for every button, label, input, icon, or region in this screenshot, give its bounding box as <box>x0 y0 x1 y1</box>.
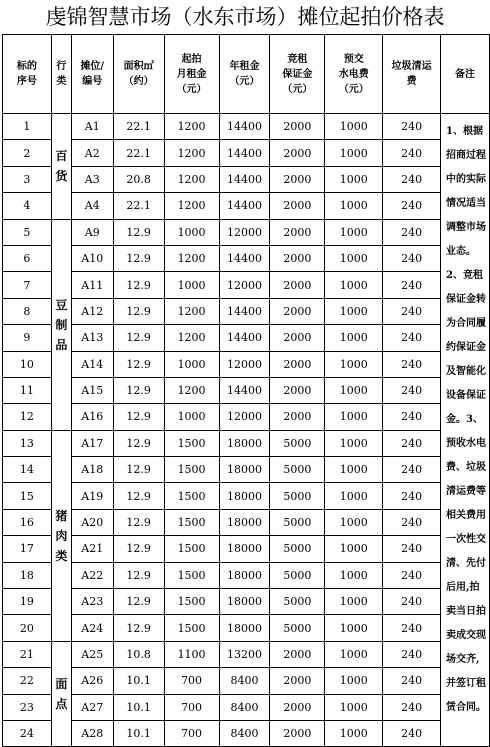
cell-area: 10.1 <box>113 720 164 746</box>
cell-area: 10.1 <box>113 668 164 694</box>
cell-prepaid: 1000 <box>325 615 383 641</box>
cell-category: 百 货 <box>51 114 71 220</box>
cell-no: 5 <box>3 219 52 245</box>
header-type: 行 类 <box>51 35 71 114</box>
cell-no: 11 <box>3 377 52 403</box>
cell-deposit: 5000 <box>270 483 325 509</box>
cell-year-rent: 14400 <box>219 325 270 351</box>
table-row <box>3 272 490 298</box>
cell-deposit: 5000 <box>270 430 325 456</box>
cell-no: 15 <box>3 483 52 509</box>
cell-year-rent: 14400 <box>219 377 270 403</box>
cell-no: 16 <box>3 509 52 535</box>
cell-year-rent: 8400 <box>219 694 270 720</box>
cell-prepaid: 1000 <box>325 430 383 456</box>
cell-category: 面 点 <box>51 641 71 747</box>
cell-prepaid: 1000 <box>325 298 383 324</box>
cell-year-rent: 14400 <box>219 140 270 166</box>
cell-stall: A1 <box>71 114 113 140</box>
cell-no: 7 <box>3 272 52 298</box>
table-body <box>3 114 490 747</box>
cell-stall: A23 <box>71 589 113 615</box>
cell-stall: A9 <box>71 219 113 245</box>
cell-garbage: 240 <box>383 430 441 456</box>
cell-start-rent: 1500 <box>164 615 219 641</box>
cell-deposit: 2000 <box>270 694 325 720</box>
cell-no: 2 <box>3 140 52 166</box>
table-row <box>3 219 490 245</box>
cell-area: 12.9 <box>113 298 164 324</box>
cell-garbage: 240 <box>383 509 441 535</box>
cell-year-rent: 18000 <box>219 536 270 562</box>
cell-garbage: 240 <box>383 457 441 483</box>
cell-start-rent: 1500 <box>164 536 219 562</box>
table-row <box>3 483 490 509</box>
table-row <box>3 404 490 430</box>
cell-prepaid: 1000 <box>325 483 383 509</box>
cell-year-rent: 8400 <box>219 668 270 694</box>
cell-area: 12.9 <box>113 245 164 271</box>
cell-no: 22 <box>3 668 52 694</box>
cell-deposit: 5000 <box>270 536 325 562</box>
cell-prepaid: 1000 <box>325 694 383 720</box>
cell-area: 12.9 <box>113 483 164 509</box>
cell-deposit: 2000 <box>270 193 325 219</box>
table-row <box>3 140 490 166</box>
cell-start-rent: 1200 <box>164 114 219 140</box>
table-row <box>3 668 490 694</box>
cell-stall: A26 <box>71 668 113 694</box>
header-prepaid: 预交 水电费 （元） <box>325 35 383 114</box>
table-row <box>3 589 490 615</box>
cell-no: 8 <box>3 298 52 324</box>
cell-prepaid: 1000 <box>325 193 383 219</box>
cell-deposit: 2000 <box>270 641 325 667</box>
cell-deposit: 2000 <box>270 668 325 694</box>
notes-cell: 1、根据招商过程中的实际情况适当调整市场业态。2、竞租保证金转为合同履约保证金及智能化设备保证金。3、预收水电费、垃圾清运费等相关费用一次性交清、先付后用,拍卖当日拍卖成交现场交齐,并签订租赁合同。 <box>441 114 490 747</box>
cell-stall: A25 <box>71 641 113 667</box>
cell-no: 23 <box>3 694 52 720</box>
cell-area: 12.9 <box>113 589 164 615</box>
cell-start-rent: 1200 <box>164 245 219 271</box>
cell-stall: A10 <box>71 245 113 271</box>
cell-start-rent: 1200 <box>164 193 219 219</box>
cell-garbage: 240 <box>383 483 441 509</box>
cell-year-rent: 12000 <box>219 404 270 430</box>
cell-stall: A18 <box>71 457 113 483</box>
cell-year-rent: 12000 <box>219 219 270 245</box>
cell-no: 20 <box>3 615 52 641</box>
cell-area: 20.8 <box>113 166 164 192</box>
cell-start-rent: 1200 <box>164 166 219 192</box>
cell-prepaid: 1000 <box>325 377 383 403</box>
cell-area: 12.9 <box>113 377 164 403</box>
cell-stall: A3 <box>71 166 113 192</box>
cell-no: 14 <box>3 457 52 483</box>
cell-stall: A4 <box>71 193 113 219</box>
cell-deposit: 5000 <box>270 509 325 535</box>
cell-prepaid: 1000 <box>325 668 383 694</box>
cell-year-rent: 14400 <box>219 298 270 324</box>
cell-start-rent: 1000 <box>164 272 219 298</box>
cell-year-rent: 12000 <box>219 351 270 377</box>
cell-start-rent: 700 <box>164 694 219 720</box>
cell-year-rent: 18000 <box>219 457 270 483</box>
cell-no: 17 <box>3 536 52 562</box>
table-row <box>3 245 490 271</box>
cell-no: 10 <box>3 351 52 377</box>
cell-area: 12.9 <box>113 325 164 351</box>
cell-prepaid: 1000 <box>325 219 383 245</box>
cell-year-rent: 13200 <box>219 641 270 667</box>
cell-start-rent: 1500 <box>164 589 219 615</box>
cell-year-rent: 18000 <box>219 615 270 641</box>
cell-year-rent: 18000 <box>219 430 270 456</box>
cell-no: 18 <box>3 562 52 588</box>
cell-deposit: 5000 <box>270 562 325 588</box>
cell-garbage: 240 <box>383 245 441 271</box>
cell-deposit: 2000 <box>270 404 325 430</box>
cell-prepaid: 1000 <box>325 641 383 667</box>
cell-garbage: 240 <box>383 694 441 720</box>
cell-start-rent: 1200 <box>164 298 219 324</box>
cell-area: 12.9 <box>113 562 164 588</box>
cell-area: 12.9 <box>113 457 164 483</box>
cell-area: 12.9 <box>113 404 164 430</box>
cell-garbage: 240 <box>383 641 441 667</box>
header-garbage: 垃圾清运 费 <box>383 35 441 114</box>
cell-prepaid: 1000 <box>325 404 383 430</box>
cell-deposit: 5000 <box>270 615 325 641</box>
header-area: 面积㎡ （约） <box>113 35 164 114</box>
cell-garbage: 240 <box>383 140 441 166</box>
header-notes: 备注 <box>441 35 490 114</box>
cell-prepaid: 1000 <box>325 536 383 562</box>
cell-start-rent: 1200 <box>164 325 219 351</box>
cell-deposit: 2000 <box>270 166 325 192</box>
cell-garbage: 240 <box>383 298 441 324</box>
cell-garbage: 240 <box>383 219 441 245</box>
cell-stall: A19 <box>71 483 113 509</box>
cell-stall: A20 <box>71 509 113 535</box>
header-stall: 摊位/ 编号 <box>71 35 113 114</box>
cell-garbage: 240 <box>383 114 441 140</box>
cell-garbage: 240 <box>383 562 441 588</box>
cell-year-rent: 18000 <box>219 562 270 588</box>
cell-garbage: 240 <box>383 404 441 430</box>
cell-year-rent: 14400 <box>219 166 270 192</box>
cell-no: 3 <box>3 166 52 192</box>
cell-deposit: 2000 <box>270 140 325 166</box>
cell-deposit: 2000 <box>270 377 325 403</box>
cell-start-rent: 1000 <box>164 219 219 245</box>
table-header-row <box>3 35 490 114</box>
cell-no: 9 <box>3 325 52 351</box>
price-table <box>2 34 490 747</box>
cell-area: 22.1 <box>113 140 164 166</box>
cell-area: 22.1 <box>113 193 164 219</box>
cell-area: 22.1 <box>113 114 164 140</box>
cell-stall: A24 <box>71 615 113 641</box>
table-row <box>3 430 490 456</box>
cell-prepaid: 1000 <box>325 325 383 351</box>
cell-year-rent: 18000 <box>219 509 270 535</box>
cell-stall: A17 <box>71 430 113 456</box>
cell-garbage: 240 <box>383 377 441 403</box>
cell-prepaid: 1000 <box>325 351 383 377</box>
cell-area: 12.9 <box>113 351 164 377</box>
cell-stall: A28 <box>71 720 113 746</box>
cell-no: 12 <box>3 404 52 430</box>
cell-area: 12.9 <box>113 430 164 456</box>
cell-garbage: 240 <box>383 351 441 377</box>
table-row <box>3 641 490 667</box>
table-row <box>3 114 490 140</box>
cell-garbage: 240 <box>383 615 441 641</box>
cell-deposit: 2000 <box>270 325 325 351</box>
table-row <box>3 457 490 483</box>
cell-area: 12.9 <box>113 219 164 245</box>
table-row <box>3 193 490 219</box>
cell-garbage: 240 <box>383 668 441 694</box>
table-row <box>3 298 490 324</box>
header-start-rent: 起拍 月租金 （元） <box>164 35 219 114</box>
cell-garbage: 240 <box>383 272 441 298</box>
cell-year-rent: 14400 <box>219 114 270 140</box>
cell-year-rent: 18000 <box>219 483 270 509</box>
table-row <box>3 536 490 562</box>
cell-stall: A27 <box>71 694 113 720</box>
cell-no: 24 <box>3 720 52 746</box>
cell-stall: A13 <box>71 325 113 351</box>
cell-no: 6 <box>3 245 52 271</box>
cell-prepaid: 1000 <box>325 720 383 746</box>
cell-stall: A12 <box>71 298 113 324</box>
cell-area: 10.1 <box>113 694 164 720</box>
cell-garbage: 240 <box>383 166 441 192</box>
cell-garbage: 240 <box>383 193 441 219</box>
cell-garbage: 240 <box>383 589 441 615</box>
cell-deposit: 2000 <box>270 114 325 140</box>
cell-deposit: 2000 <box>270 298 325 324</box>
table-row <box>3 720 490 746</box>
cell-start-rent: 1500 <box>164 430 219 456</box>
table-row <box>3 351 490 377</box>
cell-area: 12.9 <box>113 509 164 535</box>
cell-start-rent: 1200 <box>164 377 219 403</box>
cell-year-rent: 14400 <box>219 193 270 219</box>
cell-prepaid: 1000 <box>325 509 383 535</box>
cell-stall: A22 <box>71 562 113 588</box>
cell-year-rent: 8400 <box>219 720 270 746</box>
cell-prepaid: 1000 <box>325 245 383 271</box>
cell-start-rent: 1500 <box>164 457 219 483</box>
cell-start-rent: 1500 <box>164 483 219 509</box>
cell-start-rent: 1000 <box>164 404 219 430</box>
cell-garbage: 240 <box>383 325 441 351</box>
cell-deposit: 2000 <box>270 245 325 271</box>
cell-year-rent: 18000 <box>219 589 270 615</box>
cell-prepaid: 1000 <box>325 166 383 192</box>
cell-start-rent: 700 <box>164 720 219 746</box>
page-title: 虔锦智慧市场（水东市场）摊位起拍价格表 <box>45 5 445 29</box>
cell-area: 12.9 <box>113 536 164 562</box>
cell-year-rent: 12000 <box>219 272 270 298</box>
cell-deposit: 2000 <box>270 720 325 746</box>
cell-prepaid: 1000 <box>325 114 383 140</box>
cell-start-rent: 1100 <box>164 641 219 667</box>
cell-stall: A16 <box>71 404 113 430</box>
cell-category: 豆 制 品 <box>51 219 71 430</box>
cell-deposit: 2000 <box>270 272 325 298</box>
cell-no: 13 <box>3 430 52 456</box>
cell-prepaid: 1000 <box>325 589 383 615</box>
cell-prepaid: 1000 <box>325 272 383 298</box>
cell-stall: A2 <box>71 140 113 166</box>
cell-area: 12.9 <box>113 615 164 641</box>
table-row <box>3 166 490 192</box>
cell-no: 21 <box>3 641 52 667</box>
cell-deposit: 2000 <box>270 351 325 377</box>
header-no: 标的 序号 <box>3 35 52 114</box>
table-row <box>3 694 490 720</box>
table-row <box>3 615 490 641</box>
cell-prepaid: 1000 <box>325 562 383 588</box>
table-row <box>3 377 490 403</box>
cell-area: 10.8 <box>113 641 164 667</box>
cell-year-rent: 14400 <box>219 245 270 271</box>
cell-start-rent: 1500 <box>164 509 219 535</box>
cell-no: 1 <box>3 114 52 140</box>
cell-deposit: 5000 <box>270 457 325 483</box>
cell-stall: A11 <box>71 272 113 298</box>
cell-start-rent: 1200 <box>164 140 219 166</box>
cell-stall: A14 <box>71 351 113 377</box>
cell-start-rent: 700 <box>164 668 219 694</box>
cell-deposit: 5000 <box>270 589 325 615</box>
header-deposit: 竞租 保证金 （元） <box>270 35 325 114</box>
table-row <box>3 562 490 588</box>
table-row <box>3 325 490 351</box>
cell-garbage: 240 <box>383 720 441 746</box>
cell-no: 19 <box>3 589 52 615</box>
cell-garbage: 240 <box>383 536 441 562</box>
cell-prepaid: 1000 <box>325 140 383 166</box>
cell-area: 12.9 <box>113 272 164 298</box>
cell-category: 猪 肉 类 <box>51 430 71 641</box>
cell-deposit: 2000 <box>270 219 325 245</box>
header-year-rent: 年租金 （元） <box>219 35 270 114</box>
cell-stall: A21 <box>71 536 113 562</box>
table-row <box>3 509 490 535</box>
cell-no: 4 <box>3 193 52 219</box>
cell-prepaid: 1000 <box>325 457 383 483</box>
cell-stall: A15 <box>71 377 113 403</box>
cell-start-rent: 1000 <box>164 351 219 377</box>
cell-start-rent: 1500 <box>164 562 219 588</box>
